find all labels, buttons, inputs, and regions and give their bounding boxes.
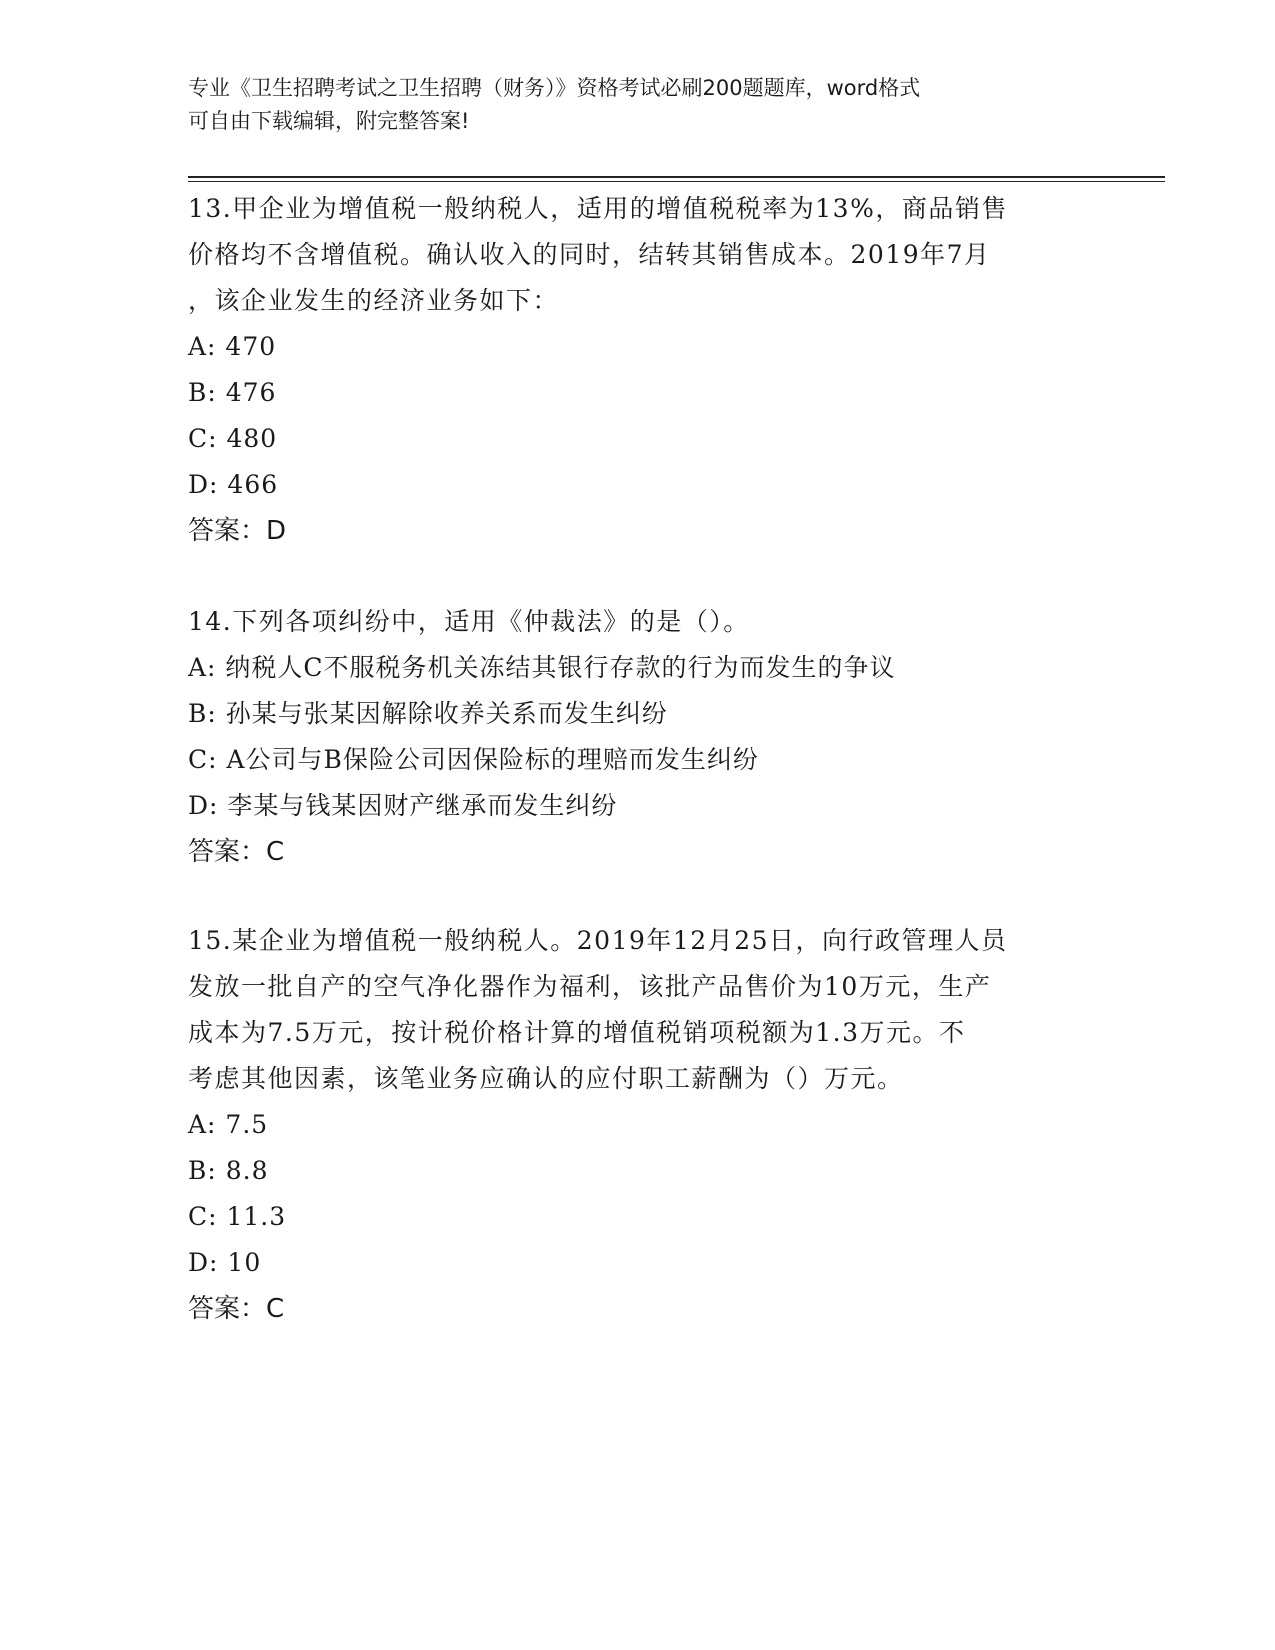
option-c: C: 11.3 bbox=[188, 1202, 287, 1231]
option-d: D: 466 bbox=[188, 470, 279, 499]
stem-line: 14.下列各项纠纷中，适用《仲裁法》的是（）。 bbox=[188, 607, 750, 636]
option-b: B: 8.8 bbox=[188, 1156, 269, 1185]
header-line-1: 专业《卫生招聘考试之卫生招聘（财务）》资格考试必刷200题题库，word格式 bbox=[188, 76, 921, 100]
header-line-2: 可自由下载编辑，附完整答案! bbox=[188, 109, 470, 133]
question-13 bbox=[188, 186, 1078, 554]
option-a: A: 7.5 bbox=[188, 1110, 269, 1139]
document-header bbox=[188, 72, 1088, 138]
header-rule-thin bbox=[188, 181, 1165, 182]
answer: 答案：C bbox=[188, 837, 285, 867]
stem-line: ，该企业发生的经济业务如下： bbox=[188, 286, 560, 315]
option-d: D: 10 bbox=[188, 1248, 262, 1277]
stem-line: 发放一批自产的空气净化器作为福利，该批产品售价为10万元，生产 bbox=[188, 972, 992, 1001]
stem-line: 价格均不含增值税。确认收入的同时，结转其销售成本。2019年7月 bbox=[188, 240, 991, 269]
option-b: B: 孙某与张某因解除收养关系而发生纠纷 bbox=[188, 699, 668, 728]
answer: 答案：D bbox=[188, 516, 287, 546]
stem-line: 13.甲企业为增值税一般纳税人，适用的增值税税率为13%，商品销售 bbox=[188, 194, 1008, 223]
header-rule-thick bbox=[188, 176, 1165, 178]
answer: 答案：C bbox=[188, 1294, 285, 1324]
question-stem bbox=[188, 186, 1078, 324]
question-15 bbox=[188, 918, 1078, 1332]
question-stem bbox=[188, 599, 1078, 645]
question-stem bbox=[188, 918, 1078, 1102]
option-b: B: 476 bbox=[188, 378, 277, 407]
option-c: C: A公司与B保险公司因保险标的理赔而发生纠纷 bbox=[188, 745, 759, 774]
option-a: A: 纳税人C不服税务机关冻结其银行存款的行为而发生的争议 bbox=[188, 653, 896, 682]
option-a: A: 470 bbox=[188, 332, 277, 361]
stem-line: 考虑其他因素，该笔业务应确认的应付职工薪酬为（）万元。 bbox=[188, 1064, 904, 1093]
option-c: C: 480 bbox=[188, 424, 278, 453]
option-d: D: 李某与钱某因财产继承而发生纠纷 bbox=[188, 791, 618, 820]
stem-line: 成本为7.5万元，按计税价格计算的增值税销项税额为1.3万元。不 bbox=[188, 1018, 966, 1047]
stem-line: 15.某企业为增值税一般纳税人。2019年12月25日，向行政管理人员 bbox=[188, 926, 1008, 955]
question-14 bbox=[188, 599, 1078, 875]
